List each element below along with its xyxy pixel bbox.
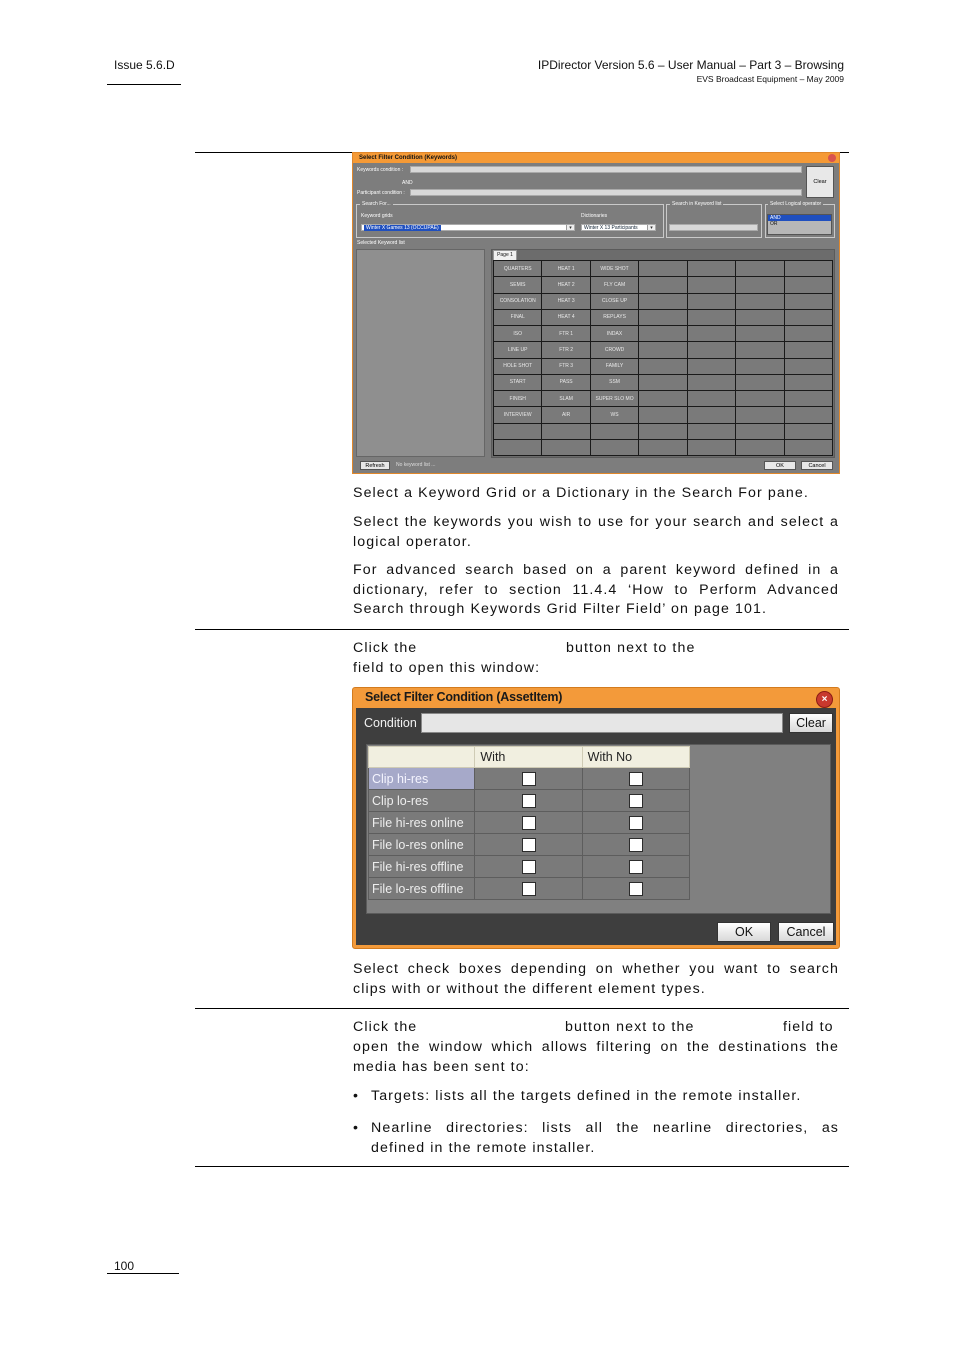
keyword-cell[interactable] [688,424,735,439]
keyword-cell[interactable] [736,326,783,341]
with-no-cell [582,834,689,856]
button-next-text: button next to the [566,640,696,656]
keyword-cell[interactable]: FAMILY [591,359,638,374]
with-cell [475,834,582,856]
keyword-cell[interactable] [736,424,783,439]
row-label: Clip lo-res [369,790,475,812]
cancel-button[interactable]: Cancel [801,461,833,470]
keyword-cell[interactable] [736,294,783,309]
keyword-grid [493,260,833,456]
click-the-text: Click the [353,1019,418,1035]
keyword-cell[interactable]: FTR 1 [542,326,589,341]
keyword-cell[interactable] [494,440,541,455]
chevron-down-icon[interactable]: ▾ [647,225,655,230]
logical-operator-label: Select Logical operator [770,201,822,207]
search-in-list-input[interactable] [669,224,758,231]
paragraph: Select a Keyword Grid or a Dictionary in the Search For pane. [353,485,809,501]
window-body [356,708,836,945]
keyword-cell[interactable] [639,375,686,390]
table-row[interactable] [369,878,690,900]
keyword-cell[interactable]: AIR [542,407,589,422]
row-label: Clip hi-res [369,768,475,790]
keyword-cell[interactable] [785,407,832,422]
paragraph: Select the keywords you wish to use for your search and select a logical operator. [353,514,839,550]
keyword-cell[interactable]: WS [591,407,638,422]
with-cell [475,878,582,900]
manual-title: IPDirector Version 5.6 – User Manual – Part 3 – Browsing [537,58,844,72]
with-no-cell [582,812,689,834]
operator-or[interactable]: OR [770,221,778,227]
logical-operator-list[interactable] [767,214,832,235]
issue-label: Issue 5.6.D [114,58,175,72]
refresh-button[interactable]: Refresh [360,461,390,470]
keyword-cell[interactable]: PASS [542,375,589,390]
table-row[interactable] [369,812,690,834]
header-rule [107,84,181,85]
keyword-cell[interactable] [736,277,783,292]
keyword-cell[interactable] [785,326,832,341]
keyword-cell[interactable] [542,424,589,439]
close-icon[interactable] [828,154,836,162]
keyword-cell[interactable] [785,375,832,390]
keyword-cell[interactable]: HEAT 4 [542,310,589,325]
participant-condition-input[interactable] [410,189,802,196]
bullet-text: Targets: lists all the targets defined in the remote installer. [371,1088,802,1104]
row-label: File hi-res offline [369,856,475,878]
table-row[interactable] [369,856,690,878]
keywords-condition-input[interactable] [410,166,802,173]
paragraph: field to open this window: [353,660,541,676]
with-cell [475,812,582,834]
keyword-cell[interactable]: SUPER SLO MO [591,391,638,406]
keyword-status-text: No keyword list ... [396,462,436,468]
cancel-button[interactable]: Cancel [778,922,834,942]
row-label: File hi-res online [369,812,475,834]
ok-button[interactable]: OK [717,922,771,942]
keywords-condition-label: Keywords condition : [357,167,404,173]
with-no-checkbox[interactable] [629,860,643,874]
paragraph: For advanced search based on a parent keyword defined in a dictionary, refer to section 11.4.4 ‘How to Perform Advanced Search through Keywords Grid Filter Field’ on page 101. [353,562,839,617]
keyword-grid-value: Winter X Games 13 (OCCUPAE) [366,225,439,231]
click-the-text: Click the [353,640,418,656]
dictionaries-label: Dictionaries [581,213,608,219]
page-number: 100 [114,1259,135,1273]
chevron-down-icon[interactable]: ▾ [566,225,574,230]
keyword-cell[interactable] [542,440,589,455]
dictionary-value: Winter X 13 Participants [584,225,638,231]
window-title: Select Filter Condition (AssetItem) [365,690,563,704]
keyword-cell[interactable] [785,294,832,309]
with-checkbox[interactable] [522,794,536,808]
keyword-cell[interactable] [639,261,686,276]
condition-input[interactable] [421,713,783,733]
keyword-cell[interactable] [736,359,783,374]
with-no-cell [582,790,689,812]
keyword-cell[interactable] [688,359,735,374]
section-rule [195,1166,849,1167]
keyword-cell[interactable] [639,424,686,439]
with-checkbox[interactable] [522,860,536,874]
keyword-cell[interactable] [736,375,783,390]
keyword-cell[interactable] [688,277,735,292]
row-label: File lo-res offline [369,878,475,900]
keyword-cell[interactable] [688,440,735,455]
keyword-cell[interactable]: CONSOLATION [494,294,541,309]
keyword-cell[interactable]: LINE UP [494,342,541,357]
keyword-cell[interactable] [591,440,638,455]
keyword-cell[interactable] [785,277,832,292]
header-title-block [538,58,844,84]
column-header-with: With [475,747,582,768]
keyword-cell[interactable] [639,277,686,292]
section-rule [195,1008,849,1009]
keyword-cell[interactable]: FTR 2 [542,342,589,357]
keyword-cell[interactable] [639,294,686,309]
manual-subtitle: EVS Broadcast Equipment – May 2009 [696,74,844,84]
paragraph: Select check boxes depending on whether you want to search clips with or without the different element types. [353,961,839,997]
with-checkbox[interactable] [522,882,536,896]
keyword-cell[interactable] [688,407,735,422]
keyword-cell[interactable]: HEAT 1 [542,261,589,276]
with-no-cell [582,768,689,790]
keyword-cell[interactable]: HEAT 3 [542,294,589,309]
keyword-cell[interactable] [736,310,783,325]
with-no-checkbox[interactable] [629,794,643,808]
with-no-checkbox[interactable] [629,816,643,830]
keyword-cell[interactable] [785,342,832,357]
clear-button[interactable]: Clear [806,166,834,198]
keyword-cell[interactable]: HOLE SHOT [494,359,541,374]
selected-list-label: Selected Keyword list [357,240,405,246]
window-title: Select Filter Condition (Keywords) [353,153,839,163]
bullet-icon: • [353,1120,360,1136]
with-cell [475,768,582,790]
keyword-cell[interactable] [785,359,832,374]
keyword-cell[interactable] [639,407,686,422]
participant-condition-label: Participant condition : [357,190,405,196]
keyword-cell[interactable] [736,391,783,406]
footer-rule [107,1273,179,1274]
table-row[interactable] [369,790,690,812]
row-label: File lo-res online [369,834,475,856]
with-cell [475,790,582,812]
with-no-cell [582,878,689,900]
table-row[interactable] [369,768,690,790]
keyword-cell[interactable] [639,359,686,374]
keyword-cell[interactable]: FLY CAM [591,277,638,292]
keyword-cell[interactable]: SEMIS [494,277,541,292]
bullet-item [353,1087,839,1107]
dictionary-select[interactable] [581,224,656,231]
keyword-cell[interactable] [785,424,832,439]
keyword-cell[interactable] [736,261,783,276]
ok-button[interactable]: OK [764,461,796,470]
field-to-text: field to [783,1019,834,1035]
with-checkbox[interactable] [522,772,536,786]
keyword-cell[interactable]: REPLAYS [591,310,638,325]
keyword-cell[interactable] [785,391,832,406]
search-in-list-label: Search in Keyword list [672,201,722,207]
keyword-cell[interactable]: SLAM [542,391,589,406]
with-no-checkbox[interactable] [629,838,643,852]
keyword-cell[interactable] [591,424,638,439]
keyword-cell[interactable]: QUARTERS [494,261,541,276]
keyword-cell[interactable] [639,440,686,455]
keyword-cell[interactable]: INTERVIEW [494,407,541,422]
keyword-cell[interactable] [785,310,832,325]
condition-label: Condition [364,716,417,730]
keyword-cell[interactable] [639,326,686,341]
keyword-cell[interactable]: SSM [591,375,638,390]
keyword-cell[interactable] [688,342,735,357]
bullet-icon: • [353,1088,360,1104]
keyword-cell[interactable]: FTR 3 [542,359,589,374]
keyword-cell[interactable] [736,407,783,422]
with-cell [475,856,582,878]
keyword-grids-label: Keyword grids [361,213,393,219]
keyword-cell[interactable]: HEAT 2 [542,277,589,292]
paragraph: open the window which allows filtering on the destinations the media has been sent to: [353,1039,839,1075]
operator-and[interactable]: AND [768,215,831,221]
with-no-checkbox[interactable] [629,882,643,896]
and-label: AND [402,180,413,186]
keyword-cell[interactable] [688,310,735,325]
with-checkbox[interactable] [522,816,536,830]
search-for-pane [356,204,664,238]
keyword-cell[interactable] [785,261,832,276]
keyword-cell[interactable] [736,440,783,455]
keyword-cell[interactable]: ISO [494,326,541,341]
column-header-with-no: With No [582,747,689,768]
keyword-cell[interactable] [639,342,686,357]
keyword-cell[interactable]: START [494,375,541,390]
keyword-cell[interactable] [785,440,832,455]
keyword-cell[interactable]: WIDE SHOT [591,261,638,276]
keyword-cell[interactable] [688,294,735,309]
with-no-checkbox[interactable] [629,772,643,786]
close-icon[interactable]: × [816,691,833,708]
keyword-cell[interactable]: FINAL [494,310,541,325]
keyword-cell[interactable] [688,326,735,341]
keyword-cell[interactable]: CROWD [591,342,638,357]
tab-page-1[interactable]: Page 1 [493,250,517,261]
keyword-cell[interactable] [688,261,735,276]
bullet-item [353,1119,839,1158]
keyword-cell[interactable] [639,391,686,406]
keyword-cell[interactable]: CLOSE UP [591,294,638,309]
condition-table [368,746,690,900]
keyword-cell[interactable]: FINISH [494,391,541,406]
with-no-cell [582,856,689,878]
search-in-list-pane [666,204,762,238]
bullet-text: Nearline directories: lists all the nearline directories, as defined in the remote installer. [371,1120,839,1156]
keyword-cell[interactable] [688,375,735,390]
keyword-cell[interactable] [736,342,783,357]
selected-keyword-list[interactable] [356,249,485,457]
keyword-cell[interactable] [688,391,735,406]
keyword-grid-select[interactable] [361,224,575,231]
row-header-corner [369,747,475,768]
table-row[interactable] [369,834,690,856]
button-next-text: button next to the [565,1019,695,1035]
search-for-label: Search For... [362,201,391,207]
keyword-cell[interactable]: INDAX [591,326,638,341]
section-rule [195,629,849,630]
with-checkbox[interactable] [522,838,536,852]
clear-button[interactable]: Clear [789,713,833,733]
keyword-cell[interactable] [494,424,541,439]
keyword-cell[interactable] [639,310,686,325]
assetitem-filter-window [352,687,840,949]
